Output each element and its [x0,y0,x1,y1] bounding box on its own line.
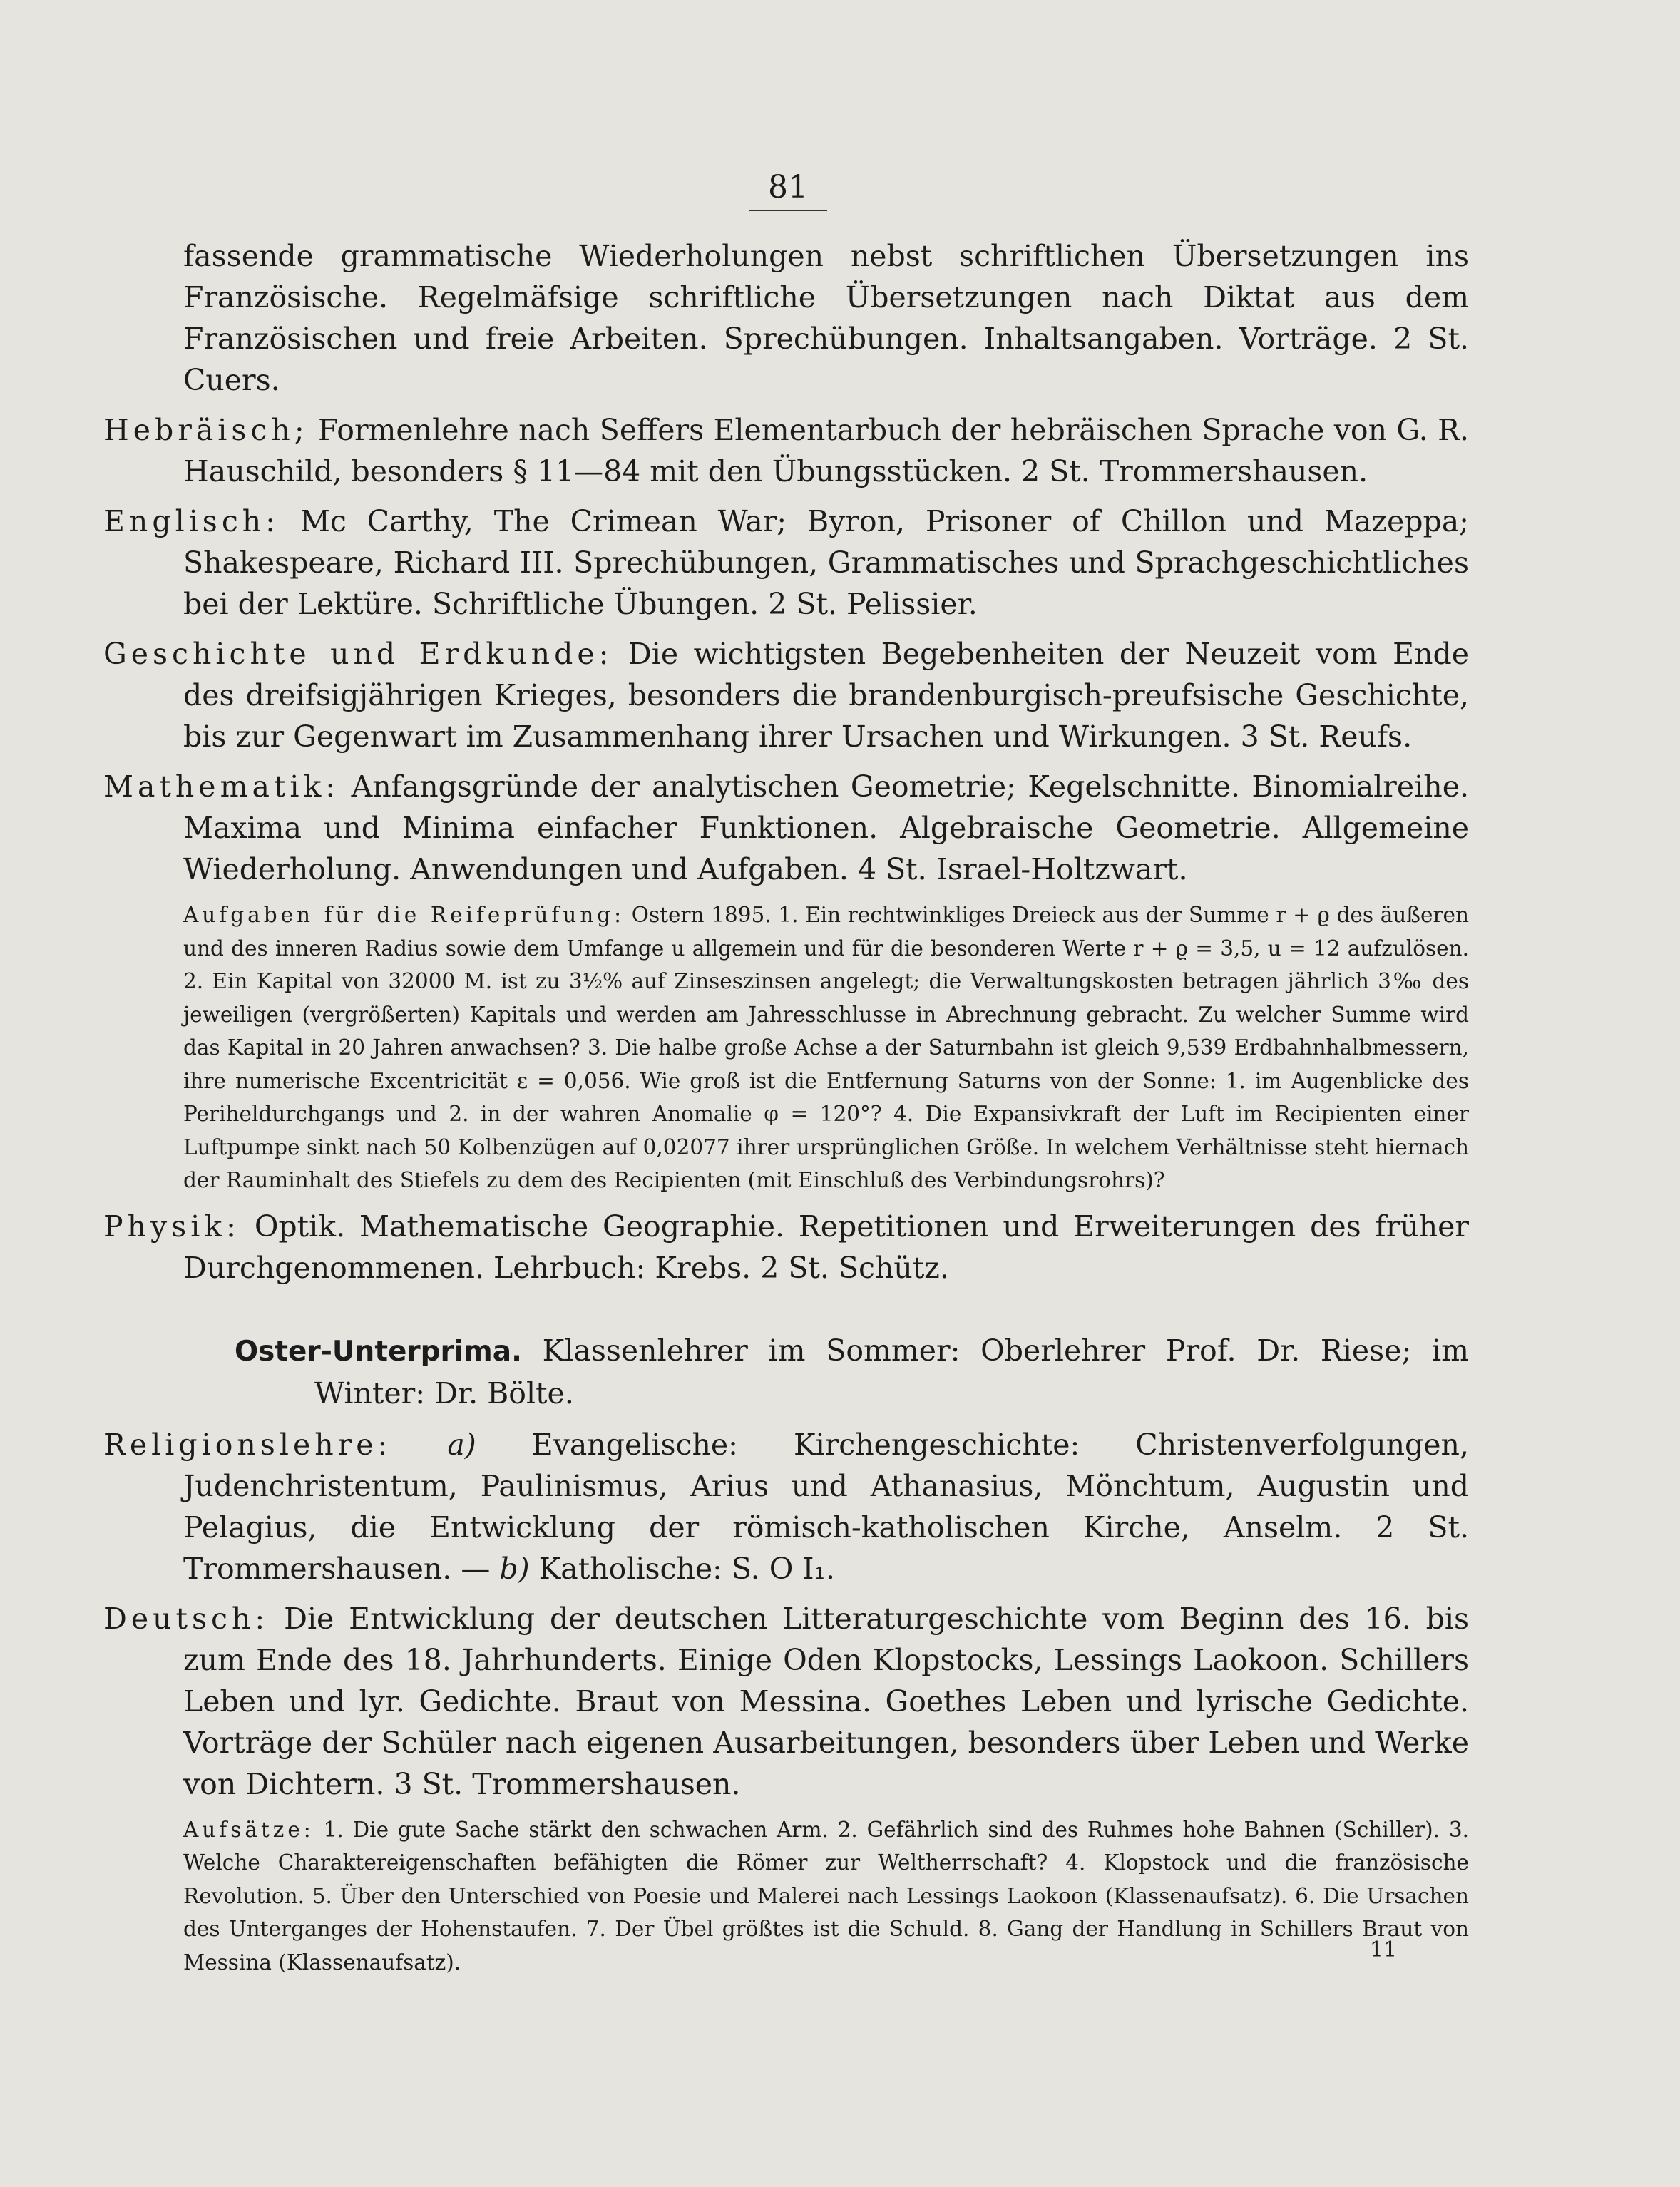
exam-tasks-note [103,898,1469,1197]
physics-label: Physik: [103,1209,240,1244]
hebrew-label: Hebräisch; [103,413,309,447]
english-entry [103,501,1469,625]
hebrew-entry [103,409,1469,492]
physics-text: Optik. Mathematische Geographie. Repetitionen und Erweiterungen des früher Durchgenommenen. Lehrbuch: Krebs. 2 St. Schütz. [183,1209,1469,1285]
essays-label: Aufsätze: [183,1817,314,1842]
history-entry [103,633,1469,757]
english-text: Mc Carthy, The Crimean War; Byron, Prisoner of Chillon und Mazeppa; Shakespeare, Richard III. Sprechübungen, Grammatisches und Sprachgeschichtliches bei der Lektüre. Schriftliche Übungen. 2 St. Pelissier. [183,504,1469,621]
french-text: fassende grammatische Wiederholungen nebst schriftlichen Übersetzungen ins Französische. Regelmäfsige schriftliche Übersetzungen nach Diktat aus dem Französischen und freie Arbeiten. Sprechübungen. Inhaltsangaben. Vorträge. 2 St. Cuers. [183,239,1469,397]
religion-entry [103,1424,1469,1589]
german-text: Die Entwicklung der deutschen Litteraturgeschichte vom Beginn des 16. bis zum Ende des 18. Jahrhunderts. Einige Oden Klopstocks, Lessings Laokoon. Schillers Leben und lyr. Gedichte. Braut von Messina. Goethes Leben und lyrische Gedichte. Vorträge der Schüler nach eigenen Ausarbeitungen, besonders über Leben und Werke von Dichtern. 3 St. Trommershausen. [183,1601,1469,1801]
signature-mark: 11 [1369,1937,1398,1962]
religion-text: Evangelische: Kirchengeschichte: Christenverfolgungen, Judenchristentum, Paulinismus, Arius und Athanasius, Mönchtum, Augustin und Pelagius, die Entwicklung der römisch-katholischen Kirche, Anselm. 2 St. Trommershausen. — [183,1427,1469,1586]
german-entry [103,1598,1469,1805]
class-heading [103,1330,1469,1414]
exam-tasks-label: Aufgaben für die Reifeprüfung: [183,903,625,927]
exam-tasks-text: Ostern 1895. 1. Ein rechtwinkliges Dreieck aus der Summe r + ϱ des äußeren und des inneren Radius sowie dem Umfange u allgemein und für die besonderen Werte r + ϱ = 3,5, u = 12 aufzulösen. 2. Ein Kapital von 32000 M. ist zu 3½% auf Zinseszinsen angelegt; die Verwaltungskosten betragen jährlich 3‰ des jeweiligen (vergrößerten) Kapitals und werden am Jahresschlusse in Abrechnung gebracht. Zu welcher Summe wird das Kapital in 20 Jahren anwachsen? 3. Die halbe große Achse a der Saturnbahn ist gleich 9,539 Erdbahnhalbmessern, ihre numerische Excentricität ε = 0,056. Wie groß ist die Entfernung Saturns von der Sonne: 1. im Augenblicke des Periheldurchgangs und 2. in der wahren Anomalie φ = 120°? 4. Die Expansivkraft der Luft im Recipienten einer Luftpumpe sinkt nach 50 Kolbenzügen auf 0,02077 ihrer ursprünglichen Größe. In welchem Verhältnisse steht hiernach der Rauminhalt des Stiefels zu dem des Recipienten (mit Einschluß des Verbindungsrohrs)? [183,903,1470,1192]
math-entry [103,766,1469,890]
math-text: Anfangsgründe der analytischen Geometrie; Kegelschnitte. Binomialreihe. Maxima und Minima einfacher Funktionen. Algebraische Geometrie. Allgemeine Wiederholung. Anwendungen und Aufgaben. 4 St. Israel-Holtzwart. [183,769,1469,886]
religion-label: Religionslehre: [103,1427,392,1462]
french-continuation [103,235,1469,401]
religion-part-b: b) [499,1551,530,1586]
religion-part-a: a) [447,1427,476,1462]
english-label: Englisch: [103,504,280,538]
page-body [103,235,1469,1987]
essays-text: 1. Die gute Sache stärkt den schwachen Arm. 2. Gefährlich sind des Ruhmes hohe Bahnen (Schiller). 3. Welche Charaktereigenschaften befähigten die Römer zur Weltherrschaft? 4. Klopstock und die französische Revolution. 5. Über den Unterschied von Poesie und Malerei nach Lessings Laokoon (Klassenaufsatz). 6. Die Ursachen des Unterganges der Hohenstaufen. 7. Der Übel größtes ist die Schuld. 8. Gang der Handlung in Schillers Braut von Messina (Klassenaufsatz). [183,1817,1469,1975]
page-number-rule [749,210,827,211]
essays-note [103,1813,1469,1979]
german-label: Deutsch: [103,1601,270,1636]
history-text: Die wichtigsten Begebenheiten der Neuzeit vom Ende des dreifsigjährigen Krieges, besonders die brandenburgisch-preufsische Geschichte, bis zur Gegenwart im Zusammenhang ihrer Ursachen und Wirkungen. 3 St. Reufs. [183,637,1469,754]
math-label: Mathematik: [103,769,340,804]
class-heading-label: Oster-Unterprima. [235,1335,522,1368]
class-heading-text: Klassenlehrer im Sommer: Oberlehrer Prof. Dr. Riese; im Winter: Dr. Bölte. [314,1333,1469,1410]
religion-text-b: Katholische: S. O I₁. [529,1551,836,1586]
page-number: 81 [768,169,808,205]
history-label: Geschichte und Erdkunde: [103,637,613,671]
physics-entry [103,1206,1469,1289]
hebrew-text: Formenlehre nach Seffers Elementarbuch der hebräischen Sprache von G. R. Hauschild, besonders § 11—84 mit den Übungsstücken. 2 St. Trommershausen. [183,413,1469,488]
